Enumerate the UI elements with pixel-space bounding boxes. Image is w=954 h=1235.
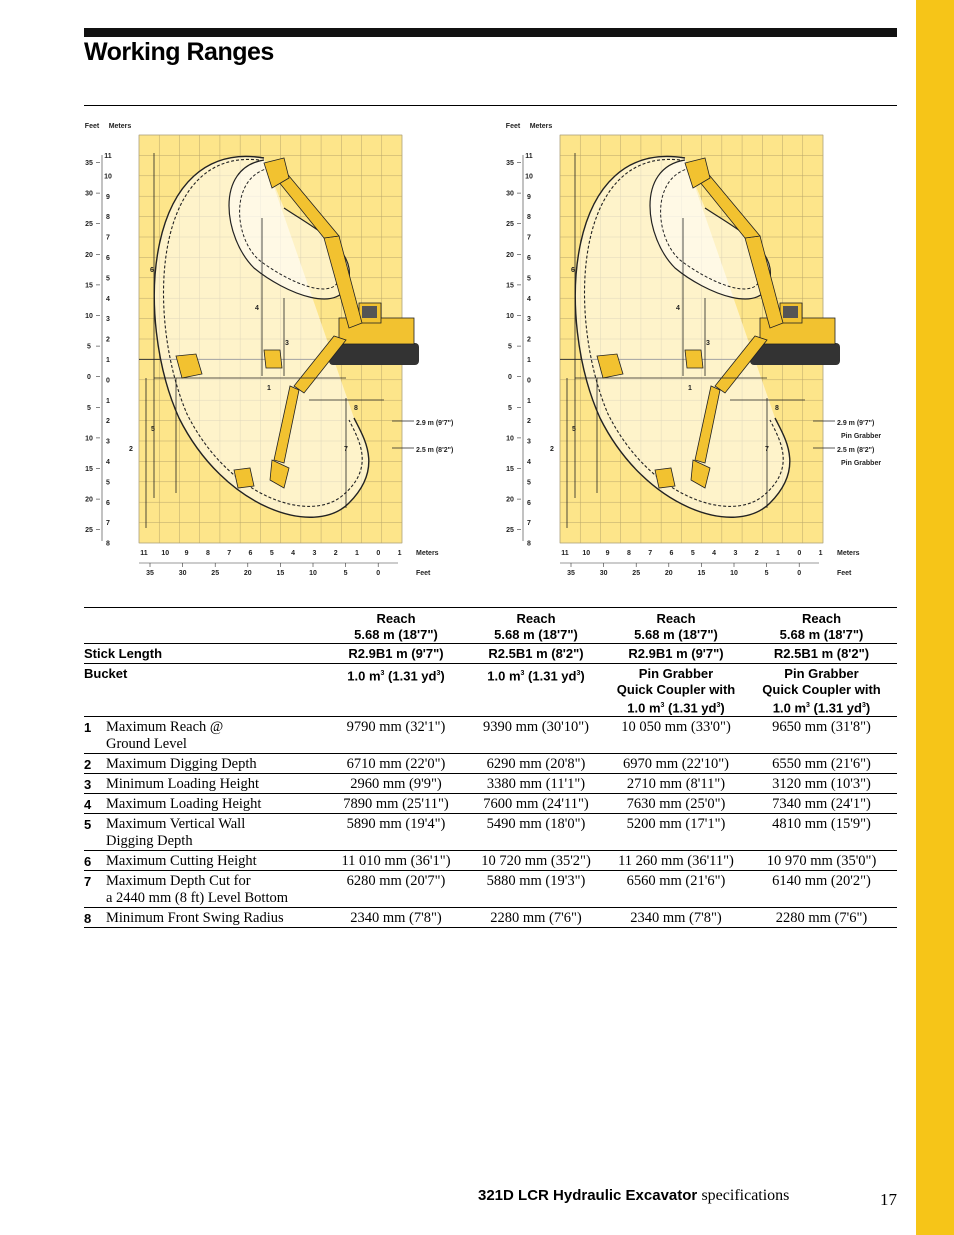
tick-label-meters: 1 <box>106 397 110 405</box>
tick-label-feet: 10 <box>85 435 93 443</box>
tick-label-feet: 15 <box>85 282 93 290</box>
dimension-marker: 1 <box>267 385 271 392</box>
tick-label-meters: 11 <box>104 153 112 160</box>
dimension-marker: 2 <box>129 446 133 453</box>
dimension-marker: 4 <box>676 305 680 312</box>
tick-label-feet: 15 <box>506 466 514 473</box>
header-reach-2: Reach 5.68 m (18'7") <box>494 611 578 642</box>
dimension-value: 3120 mm (10'3") <box>772 776 871 793</box>
tick-label-meters: 9 <box>527 193 531 201</box>
spec-rows <box>84 717 897 929</box>
tick-label-feet: 15 <box>276 570 285 577</box>
tick-label-feet: 15 <box>506 282 514 290</box>
dimension-marker: 8 <box>354 405 358 412</box>
dimension-label: Maximum Reach @ Ground Level <box>106 719 224 753</box>
tick-label-meters: 1 <box>106 357 110 364</box>
model-name: 321D LCR Hydraulic Excavator <box>478 1187 698 1204</box>
stick-value: R2.9B1 m (9'7") <box>348 646 444 661</box>
stick-callout-sub: Pin Grabber <box>841 433 882 440</box>
tick-label-feet: 5 <box>764 570 769 577</box>
tick-label-meters: 6 <box>248 550 253 557</box>
stick-callout: 2.9 m (9'7") <box>837 420 875 427</box>
dimension-marker: 5 <box>572 426 576 433</box>
tick-label-meters: 3 <box>527 438 531 446</box>
dimension-marker: 7 <box>344 446 348 453</box>
table-row <box>84 717 897 754</box>
dimension-marker: 7 <box>765 446 769 453</box>
tick-label-feet: 15 <box>85 466 93 473</box>
table-row <box>84 908 897 928</box>
tick-label-feet: 15 <box>697 570 706 577</box>
tick-label-feet: 0 <box>797 570 802 577</box>
dimension-number: 5 <box>84 817 92 833</box>
tick-label-meters: 8 <box>626 550 631 557</box>
tick-label-meters: 11 <box>140 550 148 557</box>
tick-label-feet: 10 <box>309 570 317 577</box>
tick-label-feet: 35 <box>146 570 154 577</box>
axis-unit-feet: Feet <box>505 123 521 130</box>
tick-label-feet: 35 <box>506 160 514 167</box>
stick-callout-sub: Pin Grabber <box>841 460 882 467</box>
dimension-value: 5890 mm (19'4") <box>346 816 446 833</box>
tick-label-feet: 25 <box>506 221 514 229</box>
tick-label-feet: 25 <box>211 570 220 577</box>
tick-label-meters: 3 <box>106 438 110 446</box>
tick-label-meters: 1 <box>397 550 402 557</box>
tick-label-meters: 11 <box>525 153 533 160</box>
dimension-marker: 1 <box>688 385 692 392</box>
dimension-marker: 4 <box>255 305 259 312</box>
bucket-value: 1.0 $m^3$ (1.31 $yd^3$) <box>487 668 585 684</box>
dimension-number: 2 <box>84 757 92 773</box>
dimension-value: 6710 mm (22'0") <box>346 756 446 773</box>
tick-label-feet: 35 <box>85 160 93 167</box>
tick-label-meters: 2 <box>333 550 338 557</box>
tick-label-meters: 5 <box>106 275 110 283</box>
spec-table <box>84 607 897 928</box>
dimension-value: 9790 mm (32'1") <box>346 719 446 736</box>
tick-label-feet: 30 <box>178 570 187 577</box>
dimension-value: 7340 mm (24'1") <box>772 796 871 813</box>
excavator-track <box>329 343 419 365</box>
tick-label-meters: 4 <box>106 459 110 466</box>
dimension-number: 6 <box>84 854 92 870</box>
dimension-marker: 6 <box>150 267 154 274</box>
dimension-number: 8 <box>84 911 92 927</box>
working-range-diagram-1 <box>84 118 454 588</box>
model-suffix: specifications <box>701 1187 790 1204</box>
tick-label-meters: 7 <box>106 520 110 528</box>
tick-label-meters: 7 <box>227 550 232 557</box>
tick-label-meters: 2 <box>106 418 110 426</box>
page-title: Working Ranges <box>84 38 274 66</box>
stick-length-row <box>84 644 897 664</box>
tick-label-feet: 25 <box>632 570 641 577</box>
dimension-value: 2340 mm (7'8") <box>350 910 442 927</box>
tick-label-feet: 25 <box>506 527 514 535</box>
working-range-svg-2 <box>505 118 895 588</box>
tick-label-feet: 30 <box>85 190 93 198</box>
dimension-number: 1 <box>84 720 92 736</box>
tick-label-feet: 0 <box>87 374 91 382</box>
dimension-label: Maximum Depth Cut for a 2440 mm (8 ft) Level Bottom <box>106 873 289 907</box>
tick-label-meters: 10 <box>582 550 591 557</box>
dimension-value: 7600 mm (24'11") <box>483 796 589 813</box>
page-number: 17 <box>880 1190 897 1209</box>
dimension-label: Maximum Cutting Height <box>106 853 257 870</box>
dimension-value: 5200 mm (17'1") <box>626 816 726 833</box>
dimension-value: 7630 mm (25'0") <box>626 796 726 813</box>
tick-label-feet: 25 <box>85 221 93 229</box>
tick-label-feet: 20 <box>506 496 514 504</box>
dimension-value: 11 010 mm (36'1") <box>341 853 451 870</box>
dimension-value: 4810 mm (15'9") <box>772 816 871 833</box>
axis-unit-feet: Feet <box>837 570 852 577</box>
dimension-label: Maximum Digging Depth <box>106 756 257 773</box>
stick-callout: 2.5 m (8'2") <box>416 447 454 454</box>
bucket-label: Bucket <box>84 666 128 681</box>
bucket-position <box>264 350 282 368</box>
tick-label-meters: 1 <box>776 550 780 557</box>
tick-label-meters: 3 <box>733 550 738 557</box>
table-row <box>84 871 897 908</box>
axis-unit-meters: Meters <box>108 123 132 130</box>
tick-label-meters: 9 <box>184 550 189 557</box>
dimension-value: 2960 mm (9'9") <box>350 776 442 793</box>
stick-callout: 2.9 m (9'7") <box>416 420 454 427</box>
tick-label-meters: 1 <box>355 550 359 557</box>
cab-window <box>783 306 798 318</box>
table-header-row <box>84 608 897 644</box>
dimension-number: 7 <box>84 874 92 890</box>
dimension-label: Minimum Loading Height <box>106 776 260 793</box>
tick-label-meters: 3 <box>312 550 317 557</box>
tick-label-meters: 8 <box>527 214 531 222</box>
dimension-marker: 6 <box>571 267 575 274</box>
bucket-value: Pin Grabber Quick Coupler with 1.0 $m^3$ (1.31 $yd^3$) <box>762 666 881 716</box>
dimension-value: 11 260 mm (36'11") <box>618 853 734 870</box>
stick-length-label: Stick Length <box>84 646 163 661</box>
tick-label-meters: 8 <box>205 550 210 557</box>
tick-label-feet: 5 <box>87 404 91 412</box>
stick-value: R2.5B1 m (8'2") <box>773 646 870 661</box>
section-divider <box>84 105 897 106</box>
tick-label-feet: 20 <box>506 251 514 259</box>
dimension-value: 10 050 mm (33'0") <box>621 719 731 736</box>
bucket-position <box>234 468 254 488</box>
tick-label-meters: 4 <box>291 550 296 557</box>
tick-label-feet: 10 <box>85 313 93 320</box>
stick-value: R2.5B1 m (8'2") <box>488 646 584 661</box>
tick-label-meters: 6 <box>527 499 531 507</box>
dimension-value: 2340 mm (7'8") <box>630 910 722 927</box>
header-reach-3: Reach 5.68 m (18'7") <box>634 611 718 642</box>
title-rule <box>84 28 897 37</box>
tick-label-meters: 5 <box>527 479 531 487</box>
tick-label-feet: 20 <box>664 570 673 577</box>
dimension-value: 2710 mm (8'11") <box>626 776 726 793</box>
tick-label-meters: 4 <box>106 295 110 303</box>
dimension-value: 2280 mm (7'6") <box>775 910 868 927</box>
tick-label-feet: 5 <box>343 570 348 577</box>
tick-label-meters: 7 <box>527 234 531 242</box>
tick-label-feet: 5 <box>87 343 91 351</box>
tick-label-meters: 4 <box>527 459 531 466</box>
dimension-value: 6290 mm (20'8") <box>486 756 586 773</box>
tick-label-feet: 35 <box>567 570 575 577</box>
tick-label-feet: 25 <box>85 527 93 535</box>
tick-label-meters: 2 <box>527 336 531 344</box>
tick-label-meters: 1 <box>527 357 531 364</box>
dimension-value: 10 720 mm (35'2") <box>481 853 591 870</box>
bucket-position <box>685 350 703 368</box>
header-reach-1: Reach 5.68 m (18'7") <box>354 611 438 642</box>
tick-label-meters: 9 <box>605 550 610 557</box>
tick-label-feet: 20 <box>85 496 93 504</box>
bucket-value: Pin Grabber Quick Coupler with 1.0 $m^3$ (1.31 $yd^3$) <box>616 666 736 716</box>
dimension-value: 2280 mm (7'6") <box>490 910 582 927</box>
dimension-number: 3 <box>84 777 92 793</box>
table-row <box>84 851 897 871</box>
axis-unit-feet: Feet <box>416 570 431 577</box>
tick-label-meters: 5 <box>269 550 274 557</box>
footer-caption <box>478 1187 789 1205</box>
tick-label-feet: 20 <box>243 570 252 577</box>
tick-label-meters: 7 <box>648 550 653 557</box>
tick-label-feet: 30 <box>599 570 608 577</box>
dimension-value: 6550 mm (21'6") <box>772 756 871 773</box>
tick-label-meters: 8 <box>106 540 110 548</box>
tick-label-meters: 2 <box>754 550 759 557</box>
stick-value: R2.9B1 m (9'7") <box>628 646 724 661</box>
dimension-value: 5490 mm (18'0") <box>486 816 586 833</box>
dimension-value: 6560 mm (21'6") <box>626 873 726 890</box>
dimension-value: 6280 mm (20'7") <box>346 873 446 890</box>
tick-label-meters: 9 <box>106 193 110 201</box>
yellow-edge-bar <box>916 0 954 1235</box>
tick-label-meters: 0 <box>797 550 802 557</box>
tick-label-meters: 10 <box>525 173 533 181</box>
tick-label-meters: 6 <box>106 499 110 507</box>
tick-label-meters: 2 <box>106 336 110 344</box>
header-reach-4: Reach 5.68 m (18'7") <box>779 611 864 642</box>
table-row <box>84 774 897 794</box>
working-range-diagram-2 <box>505 118 882 588</box>
tick-label-feet: 0 <box>376 570 381 577</box>
tick-label-feet: 5 <box>508 404 512 412</box>
tick-label-meters: 3 <box>106 316 110 324</box>
table-row <box>84 754 897 774</box>
tick-label-meters: 8 <box>106 214 110 222</box>
dimension-number: 4 <box>84 797 92 813</box>
tick-label-meters: 1 <box>527 397 531 405</box>
dimension-marker: 3 <box>706 340 710 347</box>
tick-label-feet: 10 <box>730 570 738 577</box>
bucket-row <box>84 664 897 717</box>
dimension-value: 3380 mm (11'1") <box>486 776 586 793</box>
bucket-value: 1.0 $m^3$ (1.31 $yd^3$) <box>347 668 445 684</box>
tick-label-meters: 7 <box>527 520 531 528</box>
axis-unit-meters: Meters <box>529 123 553 130</box>
axis-unit-feet: Feet <box>84 123 100 130</box>
cab-window <box>362 306 377 318</box>
axis-unit-meters: Meters <box>837 550 860 557</box>
table-row <box>84 814 897 851</box>
tick-label-feet: 20 <box>85 251 93 259</box>
dimension-value: 9390 mm (30'10") <box>483 719 589 736</box>
table-row <box>84 794 897 814</box>
tick-label-meters: 5 <box>106 479 110 487</box>
excavator-track <box>750 343 840 365</box>
tick-label-meters: 1 <box>818 550 823 557</box>
tick-label-meters: 6 <box>527 255 531 262</box>
dimension-value: 6140 mm (20'2") <box>772 873 871 890</box>
tick-label-meters: 8 <box>527 540 531 548</box>
tick-label-meters: 0 <box>527 377 531 385</box>
tick-label-meters: 10 <box>161 550 170 557</box>
dimension-value: 7890 mm (25'11") <box>343 796 449 813</box>
tick-label-feet: 10 <box>506 313 514 320</box>
tick-label-meters: 5 <box>690 550 695 557</box>
dimension-value: 9650 mm (31'8") <box>772 719 871 736</box>
tick-label-meters: 5 <box>527 275 531 283</box>
axis-unit-meters: Meters <box>416 550 439 557</box>
tick-label-meters: 4 <box>712 550 717 557</box>
dimension-marker: 2 <box>550 446 554 453</box>
tick-label-meters: 0 <box>106 377 110 385</box>
dimension-value: 5880 mm (19'3") <box>486 873 586 890</box>
bucket-position <box>655 468 675 488</box>
tick-label-meters: 10 <box>104 173 112 181</box>
tick-label-meters: 6 <box>669 550 674 557</box>
tick-label-meters: 4 <box>527 295 531 303</box>
tick-label-feet: 10 <box>506 435 514 443</box>
tick-label-feet: 0 <box>508 374 512 382</box>
dimension-label: Maximum Loading Height <box>106 796 262 813</box>
tick-label-feet: 5 <box>508 343 512 351</box>
tick-label-meters: 3 <box>527 316 531 324</box>
dimension-value: 6970 mm (22'10") <box>623 756 729 773</box>
tick-label-meters: 11 <box>561 550 569 557</box>
dimension-marker: 8 <box>775 405 779 412</box>
dimension-value: 10 970 mm (35'0") <box>766 853 877 870</box>
working-range-svg-1 <box>84 118 454 588</box>
dimension-marker: 5 <box>151 426 155 433</box>
tick-label-meters: 2 <box>527 418 531 426</box>
dimension-label: Minimum Front Swing Radius <box>106 910 284 927</box>
dimension-marker: 3 <box>285 340 289 347</box>
stick-callout: 2.5 m (8'2") <box>837 447 875 454</box>
tick-label-meters: 0 <box>376 550 381 557</box>
tick-label-feet: 30 <box>506 190 514 198</box>
tick-label-meters: 6 <box>106 255 110 262</box>
tick-label-meters: 7 <box>106 234 110 242</box>
dimension-label: Maximum Vertical Wall Digging Depth <box>106 816 246 850</box>
